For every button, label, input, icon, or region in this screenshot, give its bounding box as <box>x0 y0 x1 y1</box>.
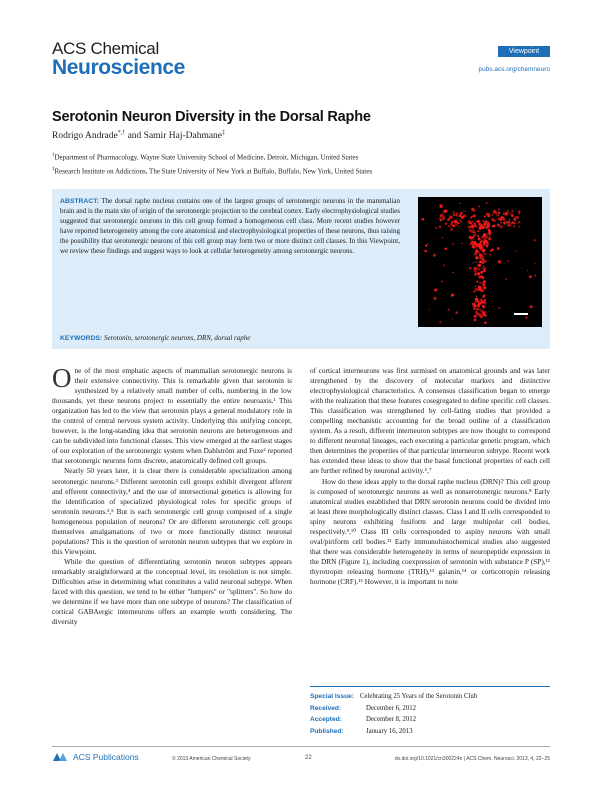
labeled-neuron-dot <box>452 224 455 227</box>
labeled-neuron-dot <box>487 243 488 244</box>
labeled-neuron-dot <box>441 214 443 216</box>
labeled-neuron-dot <box>433 253 436 256</box>
labeled-neuron-dot <box>530 305 533 308</box>
labeled-neuron-dot <box>489 233 490 234</box>
page-footer <box>52 746 550 766</box>
abstract-text: The dorsal raphe nucleus contains one of the largest groups of serotonergic neurons in the mammalian brain and is the main site of origin of the serotonergic projection to the cerebral cortex. Early electrophysiological studies suggested that serotonergic neurons in this cell group formed a homogeneous cell class. More recent studies however have reported heterogeneity among the core anatomical and electrophysiological properties of these neurons, thus raising the possibility that serotonergic neurons of this cell group may form two or more distinct cell classes. In this Viewpoint, we review these findings and suggest ways to look at cellular heterogeneity among serotonergic neurons. <box>60 197 401 255</box>
labeled-neuron-dot <box>422 218 425 221</box>
scale-bar <box>514 313 528 315</box>
labeled-neuron-dot <box>498 307 500 309</box>
labeled-neuron-dot <box>477 313 479 315</box>
labeled-neuron-dot <box>510 225 511 226</box>
labeled-neuron-dot <box>427 243 429 245</box>
publisher-name: ACS Publications <box>73 752 139 762</box>
labeled-neuron-dot <box>473 291 475 293</box>
labeled-neuron-dot <box>488 223 490 225</box>
labeled-neuron-dot <box>484 243 485 244</box>
labeled-neuron-dot <box>491 214 493 216</box>
labeled-neuron-dot <box>482 220 484 222</box>
labeled-neuron-dot <box>479 221 481 223</box>
labeled-neuron-dot <box>476 267 478 269</box>
labeled-neuron-dot <box>450 228 453 231</box>
labeled-neuron-dot <box>482 312 484 314</box>
labeled-neuron-dot <box>477 272 480 275</box>
labeled-neuron-dot <box>424 250 427 253</box>
labeled-neuron-dot <box>510 213 512 215</box>
labeled-neuron-dot <box>481 224 483 226</box>
labeled-neuron-dot <box>500 216 502 218</box>
labeled-neuron-dot <box>505 278 507 280</box>
labeled-neuron-dot <box>455 311 458 314</box>
labeled-neuron-dot <box>470 217 472 219</box>
labeled-neuron-dot <box>513 225 515 227</box>
labeled-neuron-dot <box>513 218 516 221</box>
labeled-neuron-dot <box>497 214 500 217</box>
labeled-neuron-dot <box>473 210 475 212</box>
labeled-neuron-dot <box>482 300 484 302</box>
labeled-neuron-dot <box>498 208 500 210</box>
labeled-neuron-dot <box>479 288 481 290</box>
labeled-neuron-dot <box>477 264 479 266</box>
labeled-neuron-dot <box>447 308 449 310</box>
labeled-neuron-dot <box>477 230 479 232</box>
journal-logo <box>52 40 185 78</box>
body-paragraph <box>52 363 292 466</box>
labeled-neuron-dot <box>463 210 464 211</box>
labeled-neuron-dot <box>470 230 472 232</box>
labeled-neuron-dot <box>448 225 450 227</box>
labeled-neuron-dot <box>487 224 488 225</box>
labeled-neuron-dot <box>451 294 454 297</box>
labeled-neuron-dot <box>469 267 472 270</box>
labeled-neuron-dot <box>484 322 487 325</box>
acs-logo-icon <box>52 752 70 762</box>
acs-publications-logo[interactable] <box>52 752 139 762</box>
labeled-neuron-dot <box>482 286 484 288</box>
labeled-neuron-dot <box>505 214 507 216</box>
labeled-neuron-dot <box>518 213 519 214</box>
labeled-neuron-dot <box>469 226 470 227</box>
labeled-neuron-dot <box>450 226 451 227</box>
labeled-neuron-dot <box>483 241 485 243</box>
abstract-box <box>52 189 550 349</box>
labeled-neuron-dot <box>483 286 486 289</box>
labeled-neuron-dot <box>471 223 473 225</box>
labeled-neuron-dot <box>475 285 476 286</box>
received-value: December 6, 2012 <box>366 704 417 712</box>
labeled-neuron-dot <box>516 216 519 219</box>
keywords <box>60 334 250 342</box>
labeled-neuron-dot <box>479 282 481 284</box>
labeled-neuron-dot <box>491 248 494 251</box>
labeled-neuron-dot <box>443 216 444 217</box>
labeled-neuron-dot <box>433 297 436 300</box>
labeled-neuron-dot <box>516 250 517 251</box>
labeled-neuron-dot <box>482 270 485 273</box>
labeled-neuron-dot <box>484 260 485 261</box>
labeled-neuron-dot <box>482 295 485 298</box>
labeled-neuron-dot <box>507 260 509 262</box>
labeled-neuron-dot <box>471 230 474 233</box>
labeled-neuron-dot <box>474 269 477 272</box>
labeled-neuron-dot <box>479 258 480 259</box>
labeled-neuron-dot <box>491 218 494 221</box>
labeled-neuron-dot <box>452 272 454 274</box>
labeled-neuron-dot <box>507 221 510 224</box>
article-history <box>310 686 550 737</box>
author-name[interactable]: Rodrigo Andrade <box>52 131 118 142</box>
article-type-badge: Viewpoint <box>498 46 550 57</box>
labeled-neuron-dot <box>452 243 454 245</box>
labeled-neuron-dot <box>495 219 496 220</box>
toc-figure-fluorescence-image <box>418 197 542 327</box>
labeled-neuron-dot <box>483 265 484 266</box>
labeled-neuron-dot <box>487 233 489 235</box>
author-mark: ‡ <box>222 130 226 136</box>
copyright-notice: © 2013 American Chemical Society <box>172 756 251 762</box>
labeled-neuron-dot <box>448 218 449 219</box>
labeled-neuron-dot <box>473 318 476 321</box>
author-mark: *,† <box>117 130 126 136</box>
journal-name-line1: ACS Chemical <box>52 39 159 58</box>
labeled-neuron-dot <box>483 280 486 283</box>
labeled-neuron-dot <box>482 305 485 308</box>
labeled-neuron-dot <box>489 235 491 237</box>
labeled-neuron-dot <box>479 223 481 225</box>
labeled-neuron-dot <box>474 243 477 246</box>
labeled-neuron-dot <box>465 210 466 211</box>
special-issue-row <box>310 691 550 703</box>
labeled-neuron-dot <box>473 246 476 249</box>
published-label: Published: <box>310 727 344 735</box>
accepted-label: Accepted: <box>310 716 342 724</box>
labeled-neuron-dot <box>453 211 455 213</box>
labeled-neuron-dot <box>476 305 477 306</box>
labeled-neuron-dot <box>482 249 485 252</box>
labeled-neuron-dot <box>477 235 479 237</box>
labeled-neuron-dot <box>488 238 491 241</box>
affiliation <box>52 153 358 161</box>
labeled-neuron-dot <box>473 308 475 310</box>
labeled-neuron-dot <box>449 216 452 219</box>
labeled-neuron-dot <box>508 225 510 227</box>
labeled-neuron-dot <box>457 222 459 224</box>
labeled-neuron-dot <box>478 286 480 288</box>
labeled-neuron-dot <box>475 315 476 316</box>
labeled-neuron-dot <box>506 213 507 214</box>
keywords-label: KEYWORDS: <box>60 335 103 342</box>
labeled-neuron-dot <box>482 256 483 257</box>
labeled-neuron-dot <box>487 225 490 228</box>
labeled-neuron-dot <box>503 221 506 224</box>
labeled-neuron-dot <box>480 247 482 249</box>
labeled-neuron-dot <box>473 214 476 217</box>
author-name[interactable]: Samir Haj-Dahmane <box>143 131 223 142</box>
affiliation-mark: † <box>52 153 55 158</box>
labeled-neuron-dot <box>442 237 443 238</box>
labeled-neuron-dot <box>474 272 477 275</box>
published-row <box>310 726 550 738</box>
labeled-neuron-dot <box>500 225 503 228</box>
labeled-neuron-dot <box>478 302 481 305</box>
labeled-neuron-dot <box>479 309 480 310</box>
labeled-neuron-dot <box>444 247 447 250</box>
labeled-neuron-dot <box>486 202 488 204</box>
labeled-neuron-dot <box>534 275 536 277</box>
labeled-neuron-dot <box>440 204 441 205</box>
labeled-neuron-dot <box>474 232 476 234</box>
labeled-neuron-dot <box>474 241 476 243</box>
doi-citation-link[interactable]: dx.doi.org/10.1021/cn300224n | ACS Chem. Neurosci. 2013, 4, 22−25 <box>394 756 550 762</box>
labeled-neuron-dot <box>470 237 473 240</box>
labeled-neuron-dot <box>475 250 478 253</box>
drop-cap: O <box>52 363 72 393</box>
labeled-neuron-dot <box>441 281 443 283</box>
labeled-neuron-dot <box>453 214 455 216</box>
labeled-neuron-dot <box>480 271 483 274</box>
labeled-neuron-dot <box>497 247 500 250</box>
labeled-neuron-dot <box>511 214 514 217</box>
labeled-neuron-dot <box>435 289 438 292</box>
labeled-neuron-dot <box>476 295 477 296</box>
journal-name-line2: Neuroscience <box>52 56 185 79</box>
labeled-neuron-dot <box>451 318 452 319</box>
article-title: Serotonin Neuron Diversity in the Dorsal Raphe <box>52 109 371 125</box>
labeled-neuron-dot <box>525 316 527 318</box>
labeled-neuron-dot <box>462 243 463 244</box>
body-paragraph: Nearly 50 years later, it is clear there is considerable specialization among serotonergic neurons.³ Different serotonin cell groups exhibit divergent afferent and efferent connectivity,⁴ and the use of intersectional genetics is allowing for the identification of specialized physiological roles for specific groups of serotonin neurons.³,⁵ But is each serotonergic cell group composed of a single homogeneous population of neurons? Or are different serotonergic cell groups themselves amalgamations of two or more functionally distinct neuronal populations? This is the question of serotonin neuron subtypes that we explore in this Viewpoint. <box>52 466 292 556</box>
labeled-neuron-dot <box>519 221 521 223</box>
labeled-neuron-dot <box>459 219 460 220</box>
affiliation-mark: ‡ <box>52 167 55 172</box>
body-paragraph: of cortical interneurons was first surmised on anatomical grounds and was later strengthened by the discovery of molecular markers and distinctive electrophysiological characteristics. A consensus classification began to emerge with the realization that these features cosegregated to define specific cell classes. This classification was strengthened by cell-fating studies that provided a compelling mechanistic accounting for the broad outline of a classification system. As a result, different interneuron subtypes are now thought to correspond to different neuronal lineages, each executing a particular genetic program, which then determines the properties of that particular interneuron subtype. Recent work has extended these ideas to show that the basal functional properties of each cell are further refined by neuronal activity.⁶,⁷ <box>310 366 550 476</box>
labeled-neuron-dot <box>480 241 482 243</box>
affiliation-text: Research Institute on Addictions, The State University of New York at Buffalo, Buffalo, New York, United States <box>54 167 373 176</box>
affiliation <box>52 167 372 175</box>
paragraph-text: ne of the most emphatic aspects of mammalian serotonergic neurons is their extensive connectivity. This is remarkable given that serotonin is synthesized by a relatively small number of cells, numbering in the low thousands, yet these neurons project to essentially the entire neuroaxis.¹ This organization has led to the view that serotonin plays a general modulatory role in the control of central nervous system activity. Underlying this unifying concept, however, is the long-standing idea that serotonin neurons are heterogeneous and can be subdivided into functional classes. This view emerged at the earliest stages of our exploration of the serotonergic system when Dahlström and Fuxe² reported that serotonergic neurons form discrete, anatomically defined cell groups. <box>52 366 292 466</box>
labeled-neuron-dot <box>511 210 513 212</box>
labeled-neuron-dot <box>479 260 482 263</box>
labeled-neuron-dot <box>514 216 516 218</box>
labeled-neuron-dot <box>478 244 481 247</box>
body-column-left <box>52 363 292 627</box>
labeled-neuron-dot <box>484 224 487 227</box>
special-issue-value[interactable]: Celebrating 25 Years of the Serotonin Club <box>359 693 478 700</box>
labeled-neuron-dot <box>429 309 430 310</box>
labeled-neuron-dot <box>477 269 479 271</box>
labeled-neuron-dot <box>488 229 491 232</box>
fluorescence-micrograph <box>418 197 542 327</box>
labeled-neuron-dot <box>500 222 502 224</box>
labeled-neuron-dot <box>473 262 474 263</box>
body-column-right <box>310 366 550 587</box>
labeled-neuron-dot <box>472 226 473 227</box>
published-value: January 16, 2013 <box>366 727 413 735</box>
labeled-neuron-dot <box>483 289 484 290</box>
keywords-values: Serotonin, serotonergic neurons, DRN, dorsal raphe <box>104 334 251 342</box>
labeled-neuron-dot <box>509 219 510 220</box>
labeled-neuron-dot <box>498 212 500 214</box>
labeled-neuron-dot <box>498 260 501 263</box>
labeled-neuron-dot <box>443 210 446 213</box>
labeled-neuron-dot <box>475 300 477 302</box>
labeled-neuron-dot <box>463 214 466 217</box>
labeled-neuron-dot <box>440 219 443 222</box>
labeled-neuron-dot <box>484 301 487 304</box>
labeled-neuron-dot <box>473 303 475 305</box>
labeled-neuron-dot <box>455 224 457 226</box>
labeled-neuron-dot <box>459 214 462 217</box>
labeled-neuron-dot <box>481 267 483 269</box>
labeled-neuron-dot <box>480 276 481 277</box>
labeled-neuron-dot <box>442 213 444 215</box>
labeled-neuron-dot <box>478 237 481 240</box>
labeled-neuron-dot <box>443 264 445 266</box>
labeled-neuron-dot <box>517 222 518 223</box>
labeled-neuron-dot <box>486 244 489 247</box>
labeled-neuron-dot <box>490 254 491 255</box>
labeled-neuron-dot <box>484 235 487 238</box>
author-list <box>52 130 225 141</box>
labeled-neuron-dot <box>487 237 489 239</box>
labeled-neuron-dot <box>467 221 469 223</box>
labeled-neuron-dot <box>484 215 486 217</box>
received-label: Received: <box>310 704 342 712</box>
labeled-neuron-dot <box>484 220 487 223</box>
labeled-neuron-dot <box>470 243 472 245</box>
labeled-neuron-dot <box>439 321 441 323</box>
labeled-neuron-dot <box>507 210 509 212</box>
labeled-neuron-dot <box>481 235 484 238</box>
labeled-neuron-dot <box>472 244 474 246</box>
labeled-neuron-dot <box>478 251 480 253</box>
labeled-neuron-dot <box>455 219 456 220</box>
labeled-neuron-dot <box>484 253 486 255</box>
labeled-neuron-dot <box>487 241 489 243</box>
abstract-label: ABSTRACT: <box>60 198 99 205</box>
body-paragraph: While the question of differentiating serotonin neuron subtypes appears remarkably straightforward at the conceptual level, its resolution is not simple. Difficulties arise in determining what constitutes a valid neuronal subtype. When faced with this question, we tend to be either "lumpers" or "splitters". So how do we determine if we have more than one subtype of neurons? The classification of cortical GABAergic interneurons offers an example worth considering. The diversity <box>52 556 292 627</box>
labeled-neuron-dot <box>442 217 445 220</box>
body-paragraph: How do these ideas apply to the dorsal raphe nucleus (DRN)? This cell group is composed of serotonergic neurons as well as nonserotonergic neurons.⁸ Early anatomical studies established that DRN serotonin neurons could be divided into at least three morphologically distinct classes. Class I and II cells corresponded to spiny neurons exhibiting fusiform and large multipolar cell bodies, respectively.⁹,¹⁰ Class III cells corresponded to aspiny neurons with small oval/piriform cell bodies.¹¹ Early immunohistochemical studies also suggested that there was considerable heterogeneity in terms of neuropeptide expression in the DRN (Figure 1), including coexpression of serotonin with substance P (SP),¹² thyrotropin releasing hormone (TRH),¹³ galanin,¹⁴ or corticotropin releasing hormone (CRF).¹⁵ However, it is important to note <box>310 476 550 586</box>
labeled-neuron-dot <box>460 220 462 222</box>
labeled-neuron-dot <box>480 299 481 300</box>
labeled-neuron-dot <box>474 225 477 228</box>
labeled-neuron-dot <box>493 210 496 213</box>
labeled-neuron-dot <box>459 203 460 204</box>
accepted-value: December 8, 2012 <box>366 716 417 724</box>
labeled-neuron-dot <box>454 221 457 224</box>
labeled-neuron-dot <box>471 221 473 223</box>
labeled-neuron-dot <box>475 298 478 301</box>
labeled-neuron-dot <box>479 316 481 318</box>
labeled-neuron-dot <box>477 257 479 259</box>
labeled-neuron-dot <box>527 270 528 271</box>
labeled-neuron-dot <box>510 221 513 224</box>
author-separator: and <box>125 131 144 142</box>
abstract <box>60 197 400 256</box>
labeled-neuron-dot <box>475 261 477 263</box>
accepted-row <box>310 714 550 726</box>
labeled-neuron-dot <box>478 206 480 208</box>
labeled-neuron-dot <box>445 222 447 224</box>
labeled-neuron-dot <box>476 308 479 311</box>
labeled-neuron-dot <box>439 225 442 228</box>
labeled-neuron-dot <box>458 225 459 226</box>
labeled-neuron-dot <box>455 214 458 217</box>
labeled-neuron-dot <box>435 227 437 229</box>
labeled-neuron-dot <box>483 258 484 259</box>
labeled-neuron-dot <box>488 214 491 217</box>
labeled-neuron-dot <box>534 263 535 264</box>
special-issue-label: Special Issue: <box>310 693 354 700</box>
received-row <box>310 703 550 715</box>
labeled-neuron-dot <box>473 238 475 240</box>
labeled-neuron-dot <box>493 225 495 227</box>
labeled-neuron-dot <box>534 239 536 241</box>
labeled-neuron-dot <box>451 221 453 223</box>
affiliation-text: Department of Pharmacology, Wayne State University School of Medicine, Detroit, Michigan, United States <box>54 153 359 162</box>
labeled-neuron-dot <box>477 290 479 292</box>
labeled-neuron-dot <box>425 245 427 247</box>
labeled-neuron-dot <box>529 275 532 278</box>
journal-url-link[interactable]: pubs.acs.org/chemneuro <box>478 66 550 73</box>
labeled-neuron-dot <box>518 226 520 228</box>
page-number: 22 <box>305 755 312 761</box>
labeled-neuron-dot <box>476 281 478 283</box>
